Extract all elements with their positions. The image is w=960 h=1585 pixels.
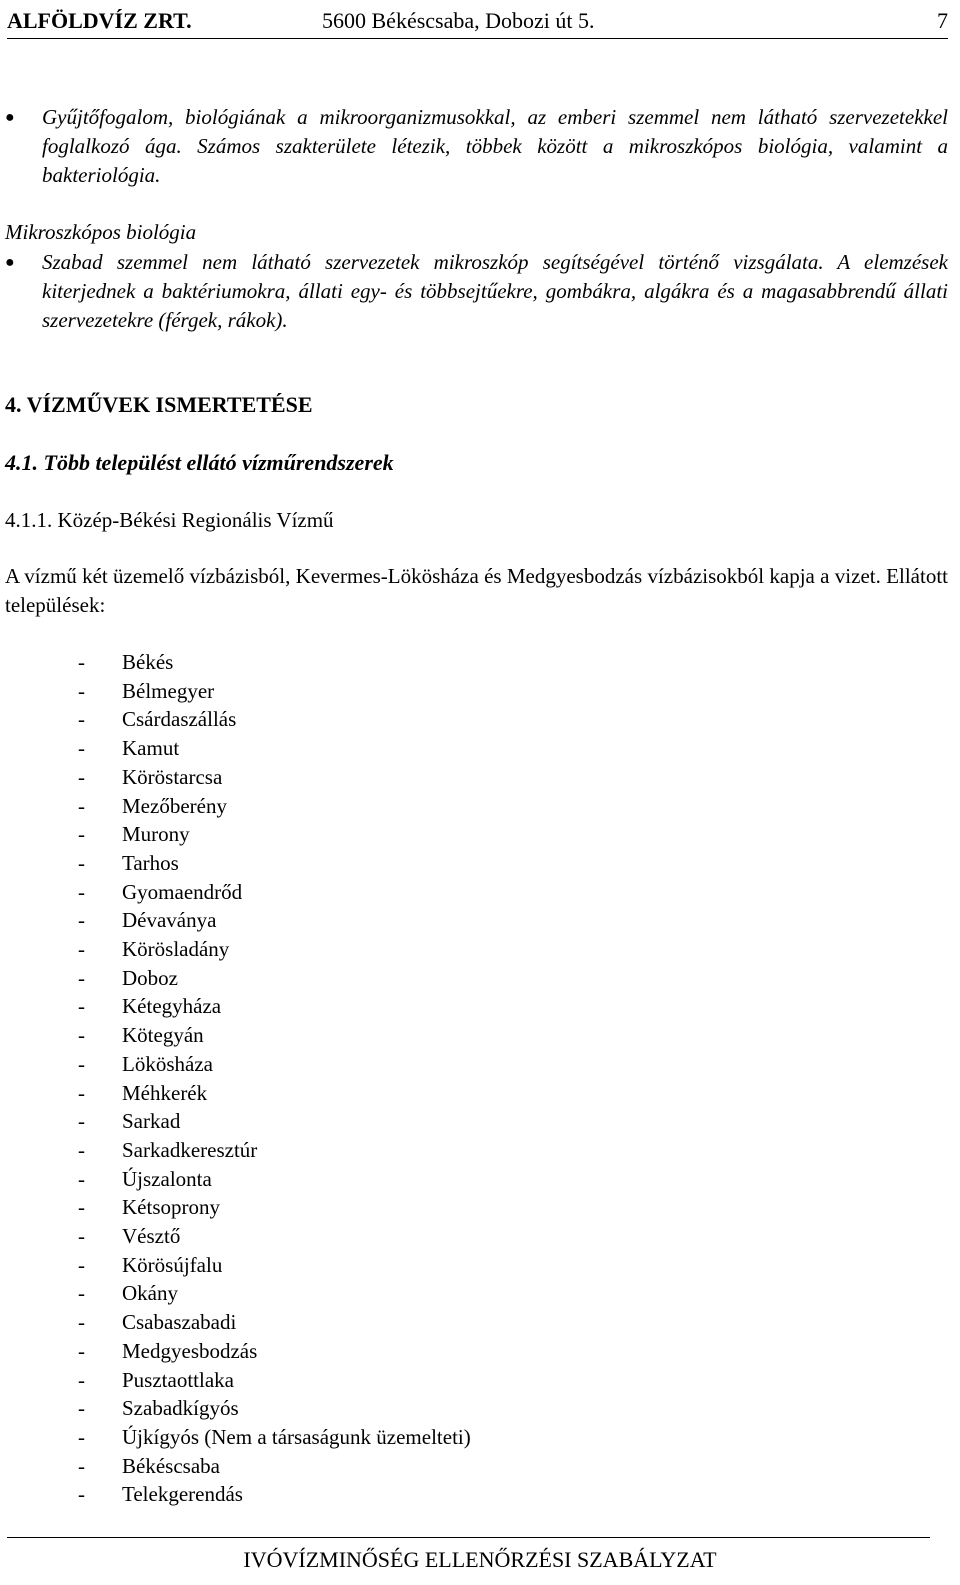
dash-marker: - [78,1080,85,1105]
town-name: Csárdaszállás [122,707,237,732]
town-name: Vésztő [122,1224,181,1249]
dash-marker: - [78,1051,85,1076]
town-name: Doboz [122,965,178,990]
town-list-item [78,1308,471,1337]
dash-marker: - [78,1023,85,1048]
town-name: Kétegyháza [122,994,222,1019]
town-name: Lökösháza [122,1051,213,1076]
bullet-text: Szabad szemmel nem látható szervezetek mikroszkóp segítségével történő vizsgálata. A elemzések kiterjednek a baktériumokra, állati egy- és többsejtűekre, gombákra, algákra és a magasabbrendű állati szervezetekre (férgek, rákok). [42,250,948,332]
town-name: Csabaszabadi [122,1310,237,1335]
footer-rule [7,1537,930,1538]
page-header [7,4,948,38]
town-name: Sarkadkeresztúr [122,1137,258,1162]
town-list-item [78,878,471,907]
dash-marker: - [78,1453,85,1478]
page-footer: IVÓVÍZMINŐSÉG ELLENŐRZÉSI SZABÁLYZAT [243,1547,717,1572]
dash-marker: - [78,1482,85,1507]
intro-paragraph: A vízmű két üzemelő vízbázisból, Kevermes-Lökösháza és Medgyesbodzás vízbázisokból kapja a vizet. Ellátott települések: [5,564,948,617]
town-name: Mezőberény [122,793,227,818]
dash-marker: - [78,1166,85,1191]
town-name: Kamut [122,736,180,761]
town-name: Békés [122,650,174,674]
dash-marker: - [78,879,85,904]
town-list-item [78,964,471,993]
bullet-icon: ● [5,109,15,126]
dash-marker: - [78,994,85,1019]
town-list-item [78,1480,471,1509]
town-list-item [78,820,471,849]
town-list-item [78,849,471,878]
town-list-item [78,792,471,821]
town-list-item [78,648,471,677]
town-name: Pusztaottlaka [122,1367,234,1392]
town-list-item [78,935,471,964]
dash-marker: - [78,1281,85,1306]
subsection-heading: 4.1. Több települést ellátó vízműrendszerek [5,450,394,475]
town-name: Körösújfalu [122,1252,223,1277]
town-list [78,648,471,1509]
town-name: Újkígyós (Nem a társaságunk üzemelteti) [122,1424,471,1449]
dash-marker: - [78,1424,85,1449]
town-name: Körösladány [122,937,230,962]
town-name: Méhkerék [122,1080,208,1105]
town-name: Gyomaendrőd [122,879,243,904]
town-list-item [78,1394,471,1423]
dash-marker: - [78,764,85,789]
town-list-item [78,1107,471,1136]
dash-marker: - [78,1137,85,1162]
town-name: Békéscsaba [122,1453,220,1478]
town-list-item [78,1337,471,1366]
dash-marker: - [78,707,85,732]
dash-marker: - [78,850,85,875]
dash-marker: - [78,965,85,990]
dash-marker: - [78,793,85,818]
dash-marker: - [78,1195,85,1220]
town-list-item [78,906,471,935]
town-name: Bélmegyer [122,678,215,703]
town-list-item [78,1165,471,1194]
town-list-item [78,1251,471,1280]
town-name: Köröstarcsa [122,764,223,789]
dash-marker: - [78,1224,85,1249]
bullet-icon: ● [5,254,15,271]
company-name: ALFÖLDVÍZ ZRT. [7,8,192,33]
dash-marker: - [78,678,85,703]
town-name: Murony [122,822,190,847]
town-list-item [78,705,471,734]
town-name: Szabadkígyós [122,1396,239,1421]
town-list-item [78,1136,471,1165]
page-number: 7 [937,8,948,33]
town-list-item [78,1452,471,1481]
town-name: Tarhos [122,850,179,875]
town-list-item [78,1021,471,1050]
town-list-item [78,763,471,792]
town-name: Kötegyán [122,1023,204,1048]
dash-marker: - [78,1367,85,1392]
town-list-item [78,1050,471,1079]
town-list-item [78,1079,471,1108]
dash-marker: - [78,1109,85,1134]
subsubsection-heading: 4.1.1. Közép-Békési Regionális Vízmű [5,508,334,532]
town-list-item [78,1222,471,1251]
town-list-item [78,1366,471,1395]
dash-marker: - [78,908,85,933]
town-name: Medgyesbodzás [122,1338,258,1363]
dash-marker: - [78,1310,85,1335]
company-address: 5600 Békéscsaba, Dobozi út 5. [322,8,595,33]
town-name: Kétsoprony [122,1195,220,1220]
microscopy-heading: Mikroszkópos biológia [5,220,197,244]
town-list-item [78,1193,471,1222]
town-list-item [78,1279,471,1308]
town-list-item [78,677,471,706]
header-rule [7,38,948,39]
town-name: Újszalonta [122,1166,212,1191]
dash-marker: - [78,937,85,962]
section-heading: 4. VÍZMŰVEK ISMERTETÉSE [5,392,313,417]
town-name: Dévaványa [122,908,217,933]
dash-marker: - [78,650,85,674]
dash-marker: - [78,822,85,847]
town-list-item [78,992,471,1021]
town-list-item [78,1423,471,1452]
dash-marker: - [78,1396,85,1421]
bullet-item-microbiology: Gyűjtőfogalom, biológiának a mikroorganizmusokkal, az emberi szemmel nem látható szervezetekkel foglalkozó ága. Számos szakterülete létezik, többek között a mikroszkópos biológia, valamint a bakteriológia. [42,105,948,187]
dash-marker: - [78,1338,85,1363]
town-name: Telekgerendás [122,1482,243,1507]
town-name: Sarkad [122,1109,181,1134]
town-list-item [78,734,471,763]
town-name: Okány [122,1281,178,1306]
dash-marker: - [78,1252,85,1277]
bullet-item-microscopy [42,248,948,335]
dash-marker: - [78,736,85,761]
